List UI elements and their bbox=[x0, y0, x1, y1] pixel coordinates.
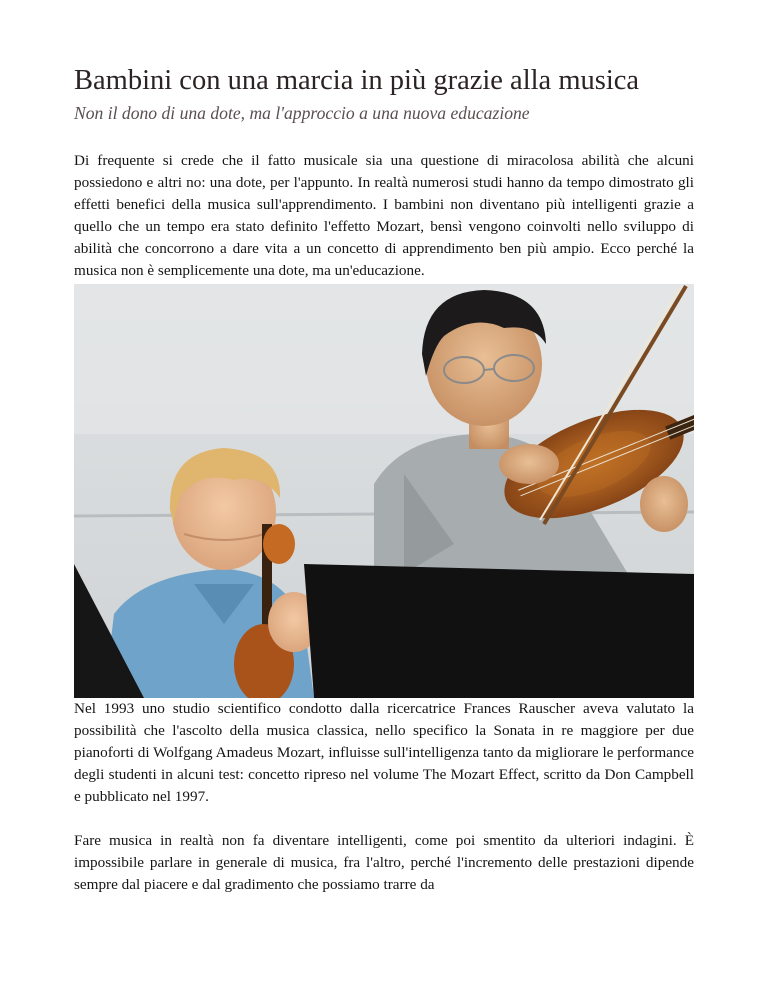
article-title: Bambini con una marcia in più grazie alla musica bbox=[74, 65, 640, 96]
paragraph-intro: Di frequente si crede che il fatto musicale sia una questione di miracolosa abilità che alcuni possiedono e altri no: una dote, per l'appunto. In realtà numerosi studi hanno da tempo dimostrato gli effetti benefici della musica sull'apprendimento. I bambini non diventano più intelligenti grazie a quello che un tempo era stato definito l'effetto Mozart, bensì vengono coinvolti nello sviluppo di abilità che concorrono a dare vita a un concetto di apprendimento ben più ampio. Ecco perché la musica non è semplicemente una dote, ma un'educazione. bbox=[74, 152, 694, 279]
children-violin-cello-photo bbox=[74, 284, 694, 698]
document-page bbox=[74, 62, 694, 896]
paragraph-mozart-study: Nel 1993 uno studio scientifico condotto dalla ricercatrice Frances Rauscher aveva valutato la possibilità che l'ascolto della musica classica, nello specifico la Sonata in re maggiore per due pianoforti di Wolfgang Amadeus Mozart, influisse sull'intelligenza tanto da migliorare le performance degli studenti in alcuni test: concetto ripreso nel volume The Mozart Effect, scritto da Don Campbell e pubblicato nel 1997. bbox=[74, 700, 694, 805]
article-subtitle: Non il dono di una dote, ma l'approccio a una nuova educazione bbox=[74, 103, 530, 123]
paragraph-music-intelligence: Fare musica in realtà non fa diventare intelligenti, come poi smentito da ulteriori indagini. È impossibile parlare in generale di musica, fra l'altro, perché l'incremento delle prestazioni dipende sempre dal piacere e dal gradimento che possiamo trarre da bbox=[74, 832, 694, 893]
